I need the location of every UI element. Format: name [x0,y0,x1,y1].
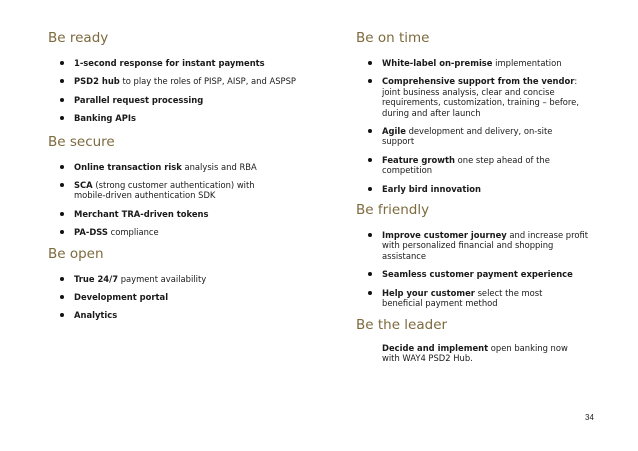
be-secure-list [48,162,310,238]
bullet-icon [60,183,64,187]
bullet-icon [60,61,64,65]
bullet-icon [368,79,372,83]
bullet-icon [60,230,64,234]
list-item: SCA (strong customer authentication) with mobile-driven authentication SDK [48,180,270,201]
bullet-icon [60,79,64,83]
right-column [356,30,596,363]
list-item: Analytics [48,310,310,320]
list-item: Agile development and delivery, on-site support [356,126,582,147]
list-item: PSD2 hub to play the roles of PISP, AISP, and ASPSP [48,76,310,86]
bullet-icon [368,158,372,162]
section-title-be-open: Be open [48,245,104,262]
page-number: 34 [585,413,594,422]
list-item: Merchant TRA-driven tokens [48,209,310,219]
list-item: Development portal [48,292,310,302]
bullet-icon [60,295,64,299]
bullet-icon [368,233,372,237]
list-item: Parallel request processing [48,95,310,105]
list-item: Online transaction risk analysis and RBA [48,162,310,172]
bullet-icon [368,272,372,276]
list-item: True 24/7 payment availability [48,274,310,284]
list-item: Comprehensive support from the vendor: joint business analysis, clear and concise requirements, customization, training – before, during and after launch [356,76,596,118]
be-friendly-list [356,230,596,308]
leader-text: Decide and implement open banking now with WAY4 PSD2 Hub. [382,342,568,363]
bullet-icon [60,98,64,102]
bullet-icon [60,116,64,120]
section-title-be-friendly: Be friendly [356,202,430,219]
list-item: 1-second response for instant payments [48,58,310,68]
bullet-icon [368,187,372,191]
be-on-time-list [356,58,596,194]
section-title-be-secure: Be secure [48,133,115,150]
bullet-icon [60,313,64,317]
list-item: Banking APIs [48,113,310,123]
bullet-icon [368,129,372,133]
list-item: PA-DSS compliance [48,227,310,237]
section-title-be-the-leader: Be the leader [356,316,448,333]
left-column [48,30,310,321]
bullet-icon [368,291,372,295]
list-item: Help your customer select the most beneficial payment method [356,288,582,309]
section-title-be-on-time: Be on time [356,30,430,46]
bullet-icon [60,212,64,216]
section-title-be-ready: Be ready [48,30,109,46]
bullet-icon [368,61,372,65]
be-ready-list [48,58,310,124]
be-open-list [48,274,310,321]
bullet-icon [60,165,64,169]
list-item: Improve customer journey and increase profit with personalized financial and shopping assistance [356,230,596,261]
list-item: Seamless customer payment experience [356,269,596,279]
list-item: Feature growth one step ahead of the competition [356,155,582,176]
list-item: Early bird innovation [356,184,596,194]
list-item: White-label on-premise implementation [356,58,596,68]
bullet-icon [60,277,64,281]
